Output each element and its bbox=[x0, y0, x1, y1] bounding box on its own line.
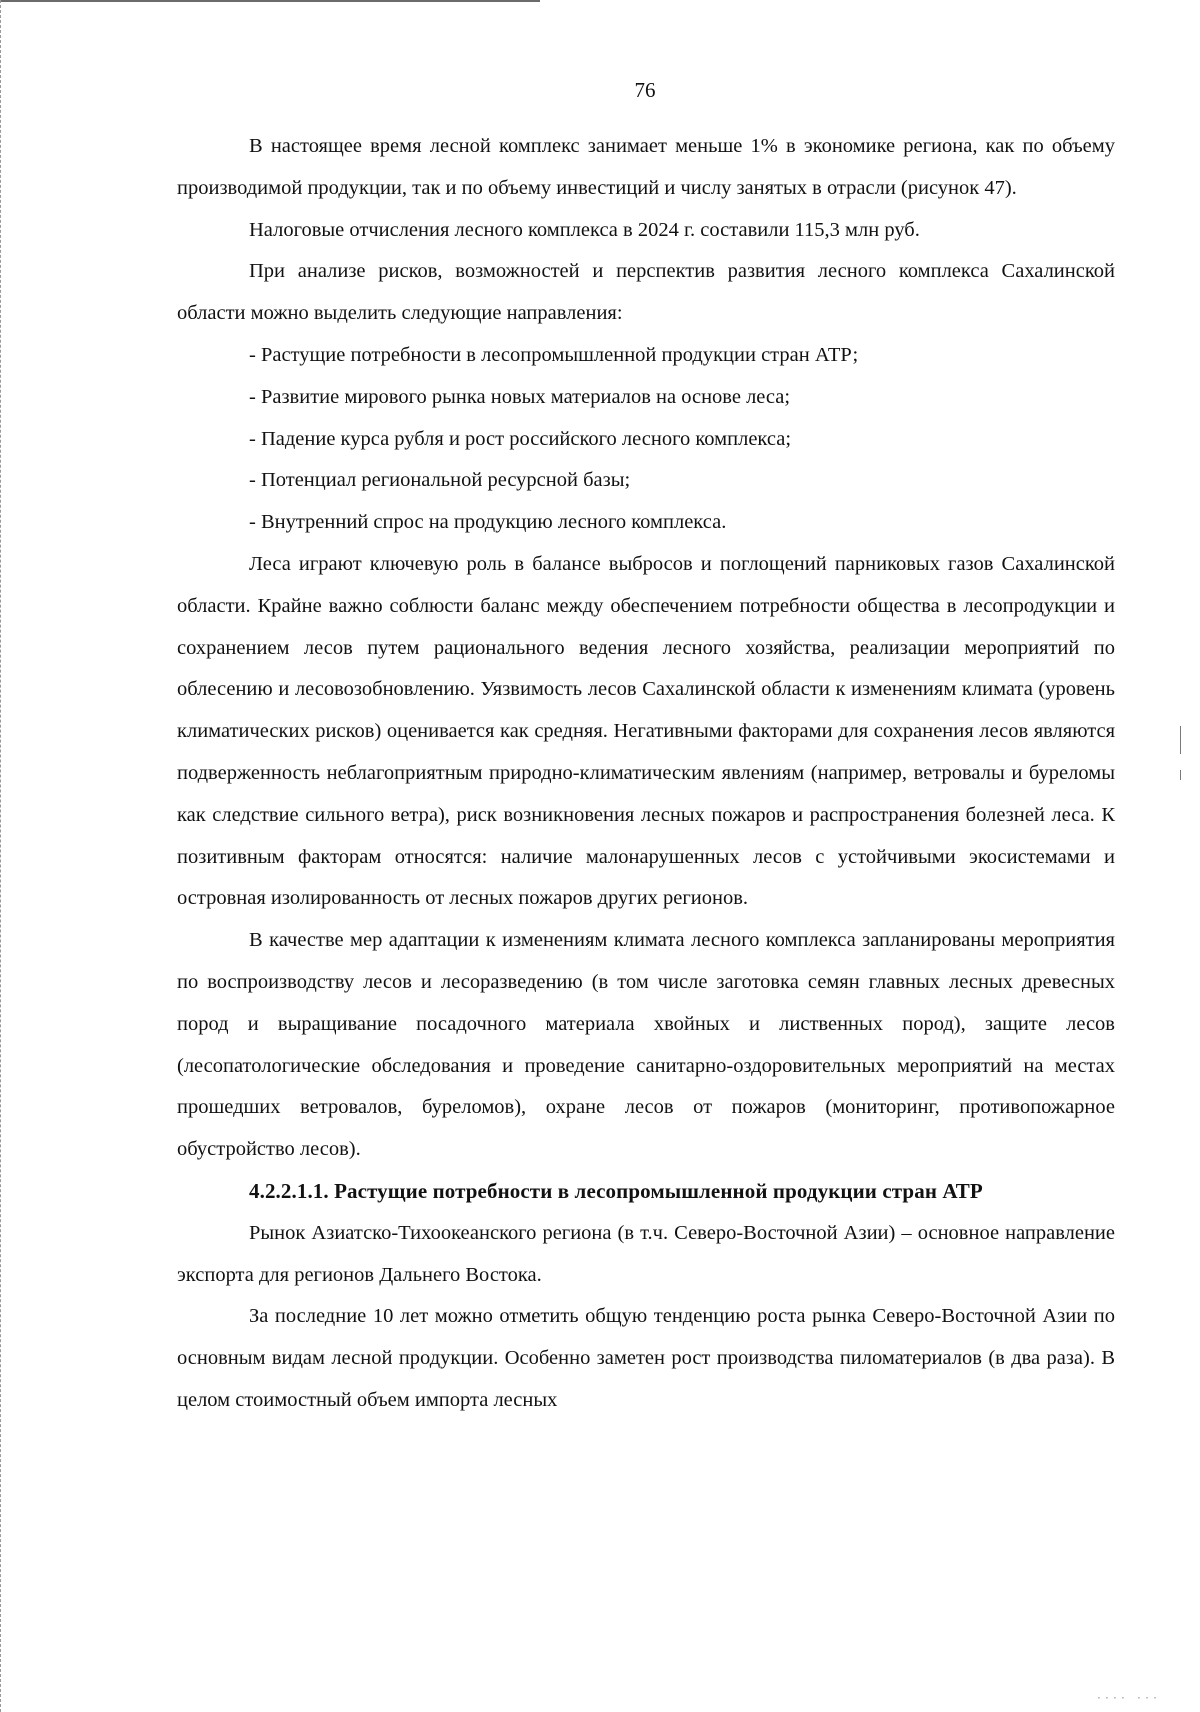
list-item: - Потенциал региональной ресурсной базы; bbox=[249, 469, 631, 492]
margin-mark bbox=[1180, 770, 1181, 780]
paragraph: В качестве мер адаптации к изменениям климата лесного комплекса запланированы мероприятия по воспроизводству лесов и лесоразведению (в том числе заготовка семян главных лесных древесных пород и выращивание посадочного материала хвойных и лиственных пород), защите лесов (лесопатологические обследования и проведение санитарно-оздоровительных мероприятий на местах прошедших ветровалов, буреломов), охране лесов от пожаров (мониторинг, противопожарное обустройство лесов). bbox=[177, 929, 1115, 1161]
paragraph: Леса играют ключевую роль в балансе выбросов и поглощений парниковых газов Сахалинской области. Крайне важно соблюсти баланс между обеспечением потребности общества в лесопродукции и сохранением лесов путем рационального ведения лесного хозяйства, реализации мероприятий по облесению и лесовозобновлению. Уязвимость лесов Сахалинской области к изменениям климата (уровень климатических рисков) оценивается как средняя. Негативными факторами для сохранения лесов являются подверженность неблагоприятным природно-климатическим явлениям (например, ветровалы и буреломы как следствие сильного ветра), риск возникновения лесных пожаров и распространения болезней леса. К позитивным факторам относятся: наличие малонарушенных лесов с устойчивыми экосистемами и островная изолированность от лесных пожаров других регионов. bbox=[177, 552, 1115, 910]
margin-mark bbox=[1180, 726, 1181, 754]
list-item: - Внутренний спрос на продукцию лесного комплекса. bbox=[249, 511, 727, 534]
paragraph: Рынок Азиатско-Тихоокеанского региона (в т.ч. Северо-Восточной Азии) – основное направление экспорта для регионов Дальнего Востока. bbox=[177, 1221, 1115, 1286]
paragraph: В настоящее время лесной комплекс занимает меньше 1% в экономике региона, как по объему производимой продукции, так и по объему инвестиций и числу занятых в отрасли (рисунок 47). bbox=[177, 135, 1115, 199]
list-item: - Падение курса рубля и рост российского лесного комплекса; bbox=[249, 427, 792, 450]
page-number: 76 bbox=[634, 78, 656, 102]
list-item: - Растущие потребности в лесопромышленной продукции стран АТР; bbox=[249, 343, 859, 366]
scan-artifact: ···· ··· bbox=[1095, 1693, 1160, 1704]
list-item: - Развитие мирового рынка новых материалов на основе леса; bbox=[249, 385, 791, 408]
scan-left-edge bbox=[0, 0, 7, 1712]
paragraph: За последние 10 лет можно отметить общую тенденцию роста рынка Северо-Восточной Азии по основным видам лесной продукции. Особенно заметен рост производства пиломатериалов (в два раза). В целом стоимостный объем импорта лесных bbox=[177, 1305, 1115, 1411]
document-body bbox=[177, 126, 1115, 1422]
paragraph: При анализе рисков, возможностей и перспектив развития лесного комплекса Сахалинской области можно выделить следующие направления: bbox=[177, 260, 1115, 325]
paragraph: Налоговые отчисления лесного комплекса в 2024 г. составили 115,3 млн руб. bbox=[249, 218, 920, 241]
directions-list bbox=[177, 335, 1115, 544]
section-heading: 4.2.2.1.1. Растущие потребности в лесопромышленной продукции стран АТР bbox=[249, 1178, 983, 1203]
scan-top-edge bbox=[0, 0, 540, 2]
